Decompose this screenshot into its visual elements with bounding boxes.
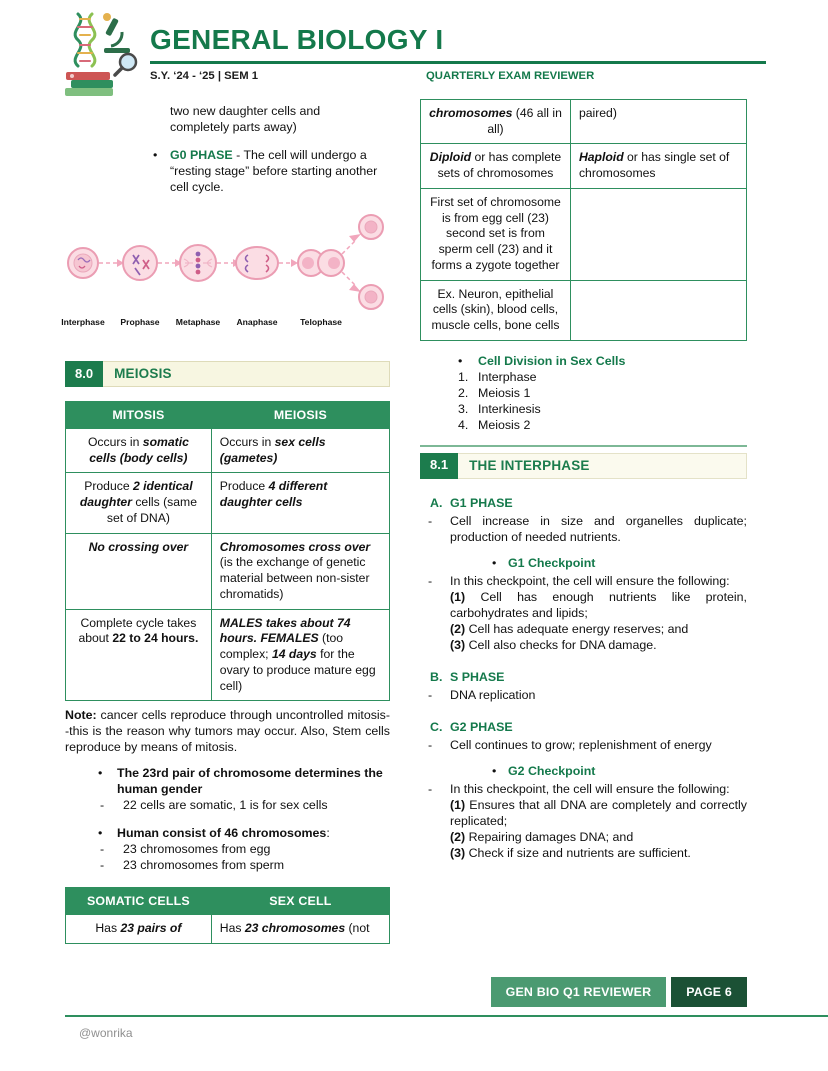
checkpoint-line: (3) Check if size and nutrients are sufficient. xyxy=(450,845,691,860)
item-number: 3. xyxy=(458,401,469,416)
footer-rule xyxy=(65,1015,828,1017)
daughter-cells xyxy=(359,215,383,309)
column-header-somatic: SOMATIC CELLS xyxy=(66,888,212,915)
section-number-badge: 8.1 xyxy=(420,453,458,479)
item-number: 4. xyxy=(458,417,469,432)
header-rule xyxy=(150,61,766,64)
column-header-meiosis: MEIOSIS xyxy=(211,402,389,429)
page-title: GENERAL BIOLOGY I xyxy=(150,24,444,55)
phase-title: G1 PHASE xyxy=(450,495,513,510)
checkpoint-text xyxy=(450,781,747,861)
dash-icon: - xyxy=(100,798,105,813)
checkpoint-line: (2) Cell has adequate energy reserves; and xyxy=(450,621,689,636)
dna-microscope-books-icon xyxy=(62,10,144,98)
mitosis-meiosis-table xyxy=(65,401,390,701)
table-cell xyxy=(570,188,746,280)
g2-checkpoint-body xyxy=(428,781,747,861)
table-cell: Produce 4 different daughter cells xyxy=(211,473,389,533)
checkpoint-line: (1) Ensures that all DNA are completely and correctly replicated; xyxy=(450,797,747,828)
table-row xyxy=(66,473,390,533)
table-row xyxy=(66,609,390,701)
g0-phase-body: - The cell will undergo a “resting stage” before starting another cell cycle. xyxy=(170,148,378,194)
dash-icon: - xyxy=(428,781,433,796)
phase-label-telophase: Telophase xyxy=(300,317,342,327)
checkpoint-intro: In this checkpoint, the cell will ensure the following: xyxy=(450,781,730,796)
prophase-cell xyxy=(123,246,157,280)
phase-title: G2 PHASE xyxy=(450,719,513,734)
item-number: 2. xyxy=(458,385,469,400)
list-subitem xyxy=(100,841,390,857)
numbered-item xyxy=(458,369,747,385)
list-subitem xyxy=(100,797,390,813)
chromosome-comparison-table xyxy=(420,99,747,341)
phase-body-text: DNA replication xyxy=(450,687,536,702)
metaphase-cell xyxy=(180,245,216,281)
section-8-0-header xyxy=(65,361,390,387)
phase-body-text: Cell continues to grow; replenishment of energy xyxy=(450,737,712,752)
checkpoint-title: G1 Checkpoint xyxy=(508,555,596,570)
table-row xyxy=(421,188,747,280)
phase-heading-g1 xyxy=(430,495,747,511)
phase-body-text: Cell increase in size and organelles duplicate; production of needed nutrients. xyxy=(450,513,747,544)
phase-label-metaphase: Metaphase xyxy=(175,317,221,327)
section-title: MEIOSIS xyxy=(114,366,172,382)
dash-icon: - xyxy=(428,573,433,588)
table-cell xyxy=(570,280,746,340)
section-number-badge: 8.0 xyxy=(65,361,103,387)
phase-heading-s xyxy=(430,669,747,685)
checkpoint-line: (3) Cell also checks for DNA damage. xyxy=(450,637,657,652)
numbered-item-text: Interphase xyxy=(478,369,537,384)
numbered-item xyxy=(458,385,747,401)
anaphase-cell xyxy=(236,247,278,279)
school-year-label: S.Y. ‘24 - ‘25 | SEM 1 xyxy=(150,69,259,82)
phase-body-g2 xyxy=(428,737,747,753)
table-cell: Produce 2 identical daughter cells (same set of DNA) xyxy=(66,473,212,533)
list-subitem-text: 23 chromosomes from sperm xyxy=(123,858,285,873)
table-header-row xyxy=(66,402,390,429)
somatic-sexcell-table xyxy=(65,887,390,944)
note-paragraph: Note: cancer cells reproduce through uncontrolled mitosis--this is the reason why tumors may occur. Also, Stem cells reproduce by means of mitosis. xyxy=(65,708,390,755)
phase-letter: A. xyxy=(430,495,443,510)
table-cell: Has 23 chromosomes (not xyxy=(211,915,389,944)
list-item xyxy=(98,825,390,841)
telophase-cell xyxy=(298,250,344,276)
left-column xyxy=(61,99,390,944)
phase-letter: B. xyxy=(430,669,443,684)
phase-body-s xyxy=(428,687,747,703)
biology-logo-illustration xyxy=(62,10,144,102)
section-title-bar xyxy=(103,361,390,387)
table-header-row xyxy=(66,888,390,915)
section-title: THE INTERPHASE xyxy=(469,458,590,474)
table-cell: Haploid or has single set of chromosomes xyxy=(570,144,746,188)
dash-icon: - xyxy=(100,842,105,857)
phase-title: S PHASE xyxy=(450,669,505,684)
mitosis-phases-diagram xyxy=(61,209,390,337)
numbered-item xyxy=(458,401,747,417)
table-cell: paired) xyxy=(570,100,746,144)
reviewer-type-label: QUARTERLY EXAM REVIEWER xyxy=(426,69,595,82)
list-item xyxy=(98,765,390,797)
phase-letter: C. xyxy=(430,719,443,734)
column-header-mitosis: MITOSIS xyxy=(66,402,212,429)
g1-checkpoint-body xyxy=(428,573,747,653)
g2-checkpoint-heading xyxy=(492,763,747,779)
content xyxy=(61,99,747,944)
numbered-item-text: Meiosis 2 xyxy=(478,417,531,432)
table-cell: Has 23 pairs of xyxy=(66,915,212,944)
table-cell: Ex. Neuron, epithelial cells (skin), blood cells, muscle cells, bone cells xyxy=(421,280,571,340)
table-cell: Diploid or has complete sets of chromosomes xyxy=(421,144,571,188)
table-cell: MALES takes about 74 hours. FEMALES (too complex; 14 days for the ovary to produce mature egg cell) xyxy=(211,609,389,701)
table-cell: Occurs in sex cells (gametes) xyxy=(211,429,389,473)
section-title-bar xyxy=(458,453,747,479)
header-subtitle-row xyxy=(150,69,766,84)
numbered-item-text: Meiosis 1 xyxy=(478,385,531,400)
footer-badges xyxy=(491,977,747,1007)
bullet-icon: • xyxy=(458,353,463,368)
table-cell: Occurs in somatic cells (body cells) xyxy=(66,429,212,473)
numbered-item xyxy=(458,417,747,433)
dash-icon: - xyxy=(428,737,433,752)
checkpoint-title: G2 Checkpoint xyxy=(508,763,596,778)
sex-cell-division-list xyxy=(458,353,747,433)
list-item xyxy=(458,353,747,369)
g0-phase-bullet xyxy=(153,147,390,195)
header xyxy=(62,8,766,100)
list-subitem xyxy=(100,857,390,873)
phase-label-interphase: Interphase xyxy=(61,317,105,327)
chromosome-facts-list xyxy=(65,765,390,873)
sex-cell-division-title: Cell Division in Sex Cells xyxy=(478,353,626,368)
header-text-block xyxy=(150,8,766,84)
page-number-badge: PAGE 6 xyxy=(671,977,747,1007)
dash-icon: - xyxy=(100,858,105,873)
phase-label-anaphase: Anaphase xyxy=(236,317,278,327)
dash-icon: - xyxy=(428,687,433,702)
bullet-icon: • xyxy=(98,766,103,781)
phase-body-g1 xyxy=(428,513,747,545)
list-subitem-text: 22 cells are somatic, 1 is for sex cells xyxy=(123,798,328,813)
column-header-sexcell: SEX CELL xyxy=(211,888,389,915)
item-number: 1. xyxy=(458,369,469,384)
table-cell: No crossing over xyxy=(66,533,212,609)
checkpoint-intro: In this checkpoint, the cell will ensure the following: xyxy=(450,573,730,588)
table-cell: Complete cycle takes about 22 to 24 hours. xyxy=(66,609,212,701)
list-subitem-text: 23 chromosomes from egg xyxy=(123,842,271,857)
table-row xyxy=(421,280,747,340)
interphase-cell xyxy=(68,248,98,278)
phase-label-prophase: Prophase xyxy=(120,317,160,327)
table-row xyxy=(66,429,390,473)
carryover-text: two new daughter cells and completely parts away) xyxy=(170,104,321,134)
table-row xyxy=(421,144,747,188)
section-8-1-header xyxy=(420,453,747,479)
reviewer-badge: GEN BIO Q1 REVIEWER xyxy=(491,977,667,1007)
bullet-icon: • xyxy=(153,148,158,162)
g1-checkpoint-heading xyxy=(492,555,747,571)
bullet-icon: • xyxy=(492,555,497,570)
right-column xyxy=(420,99,747,861)
checkpoint-line: (1) Cell has enough nutrients like protein, carbohydrates and lipids; xyxy=(450,589,747,620)
g0-phase-label: G0 PHASE xyxy=(170,148,233,162)
table-cell: First set of chromosome is from egg cell (23) second set is from sperm cell (23) and it forms a zygote together xyxy=(421,188,571,280)
table-row xyxy=(66,915,390,944)
table-row xyxy=(66,533,390,609)
cell-division-illustration xyxy=(65,209,390,315)
author-handle: @wonrika xyxy=(79,1026,133,1040)
checkpoint-text xyxy=(450,573,747,653)
checkpoint-line: (2) Repairing damages DNA; and xyxy=(450,829,634,844)
list-item-text: Human consist of 46 chromosomes: xyxy=(117,826,330,841)
g0-phase-text xyxy=(170,147,390,195)
section-divider xyxy=(420,445,747,447)
phase-heading-g2 xyxy=(430,719,747,735)
table-row xyxy=(421,100,747,144)
list-item-text: The 23rd pair of chromosome determines the human gender xyxy=(117,766,383,797)
dash-icon: - xyxy=(428,513,433,528)
numbered-item-text: Interkinesis xyxy=(478,401,541,416)
table-cell: Chromosomes cross over (is the exchange of genetic material between non-sister chromatids) xyxy=(211,533,389,609)
table-cell: chromosomes (46 all in all) xyxy=(421,100,571,144)
bullet-icon: • xyxy=(98,826,103,841)
bullet-icon: • xyxy=(492,763,497,778)
